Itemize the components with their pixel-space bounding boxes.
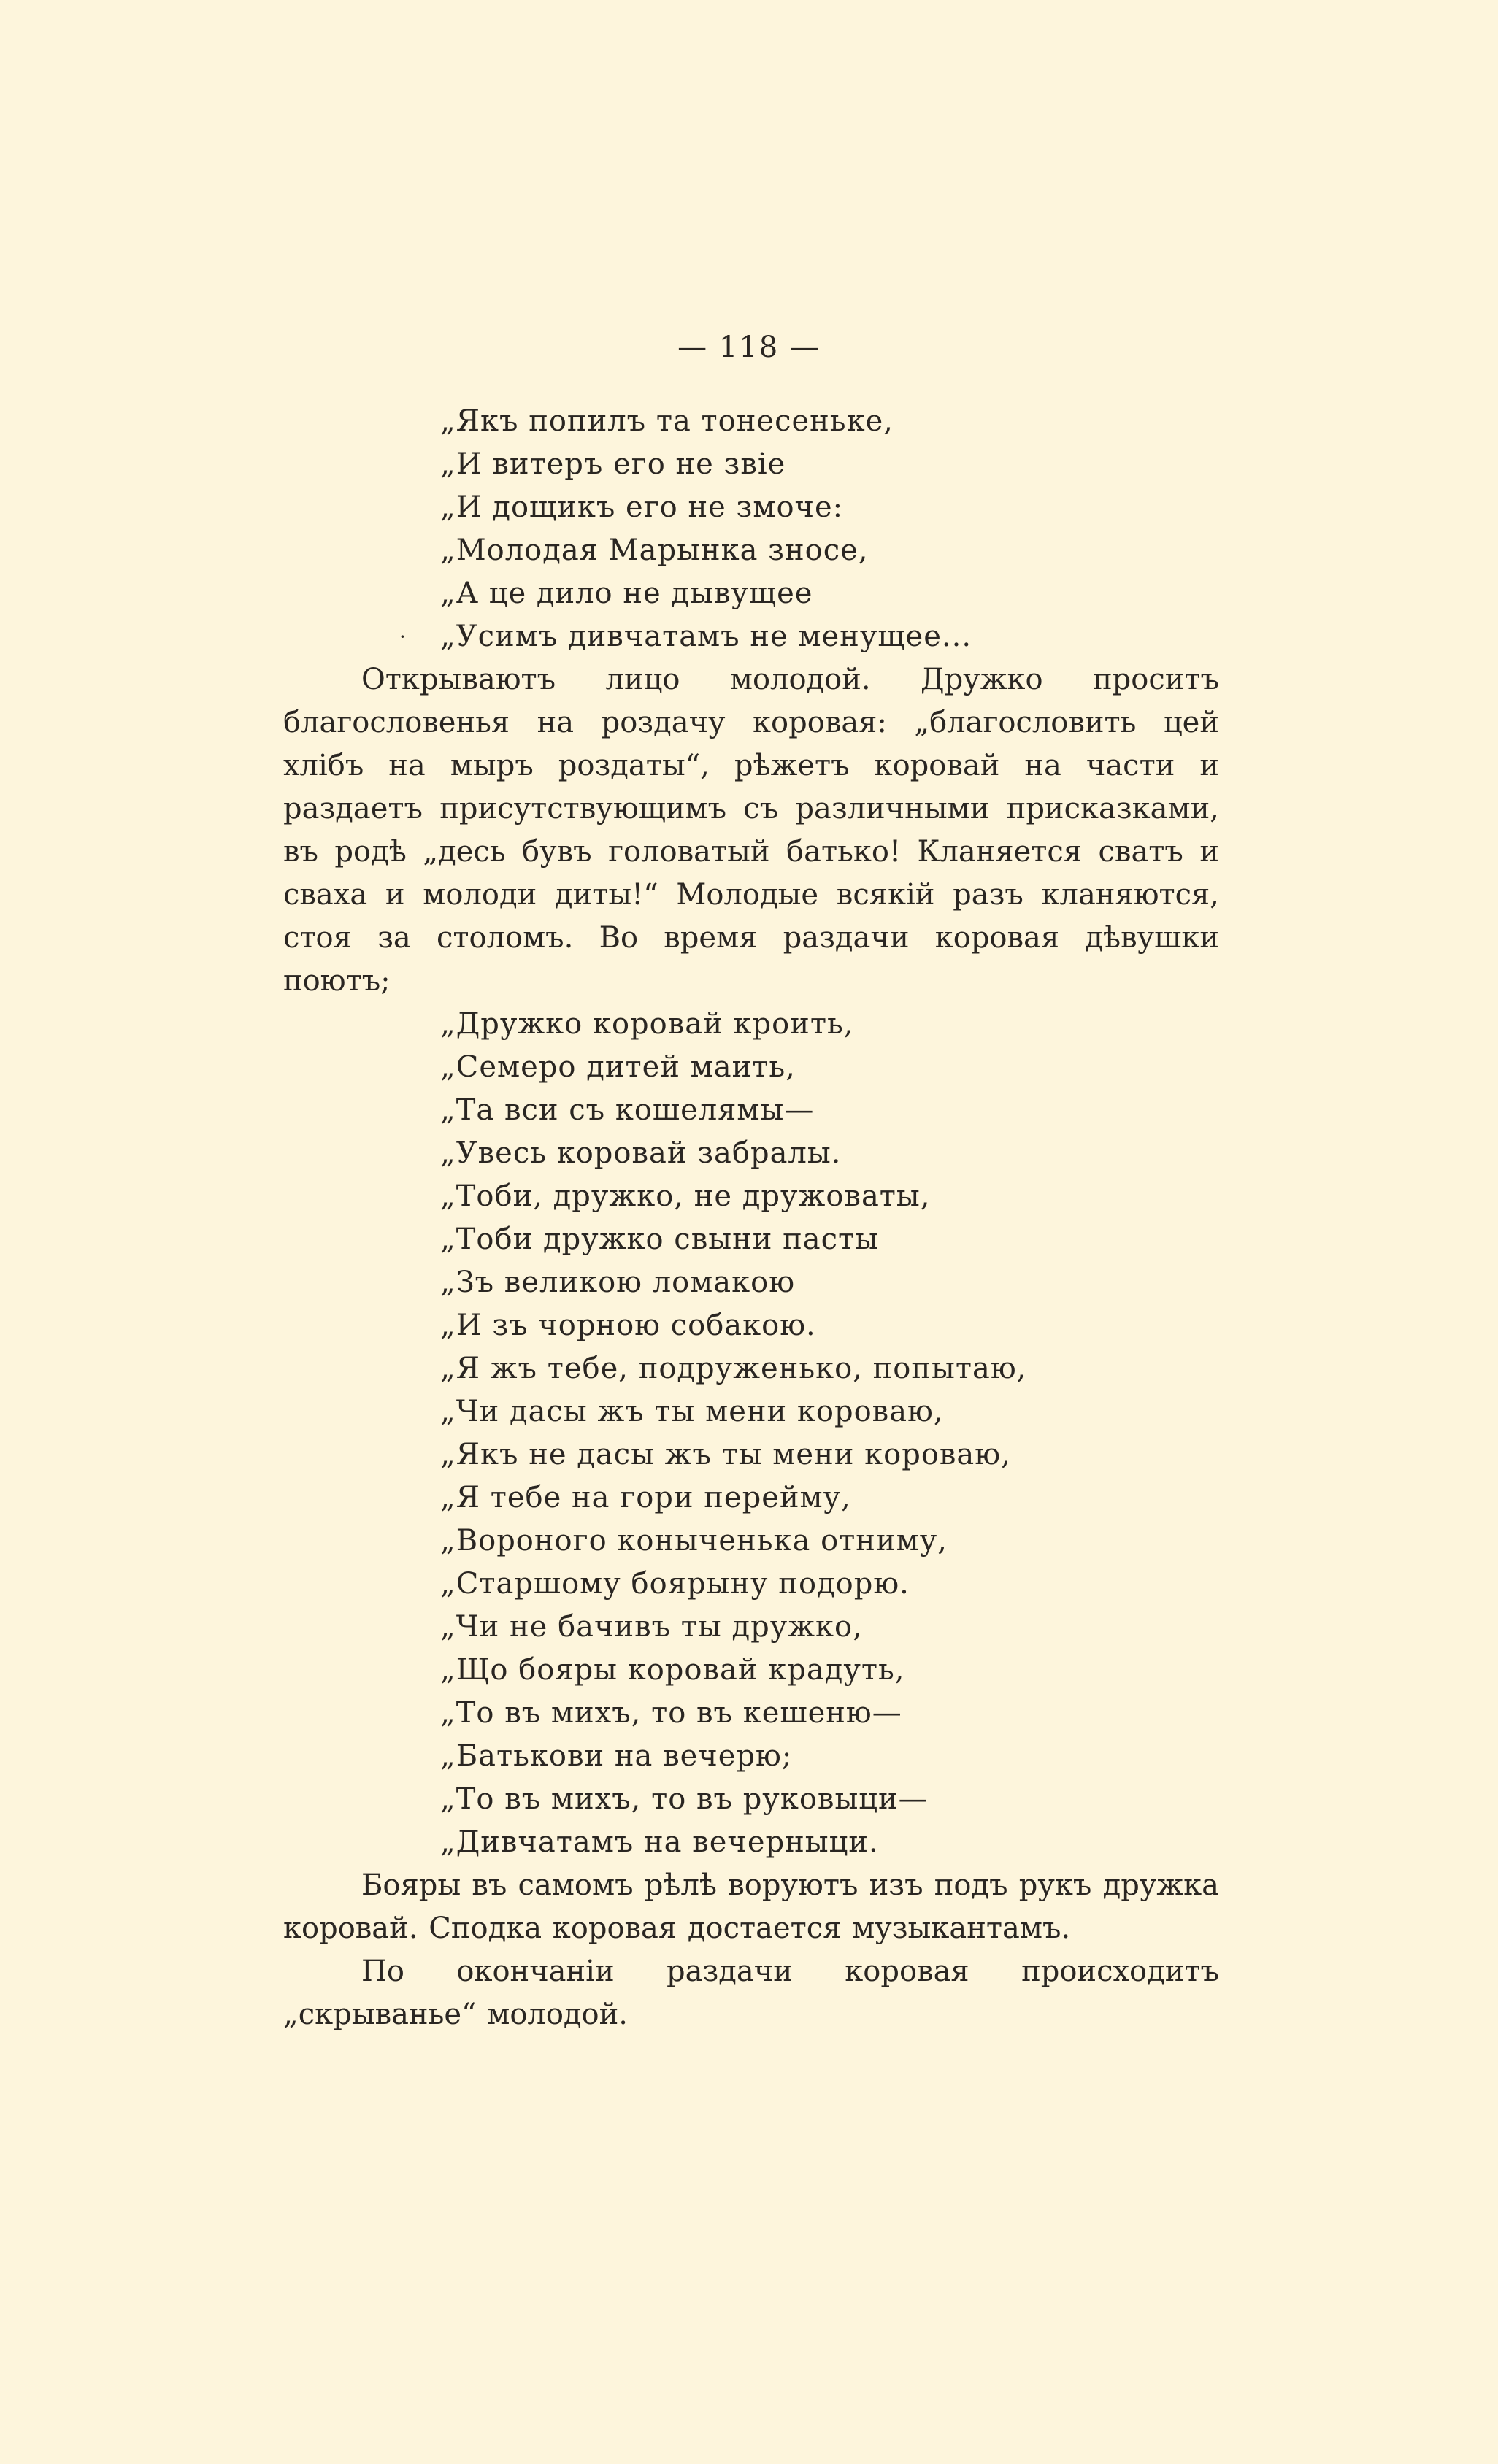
verse-line: „Увесь коровай забралы. [440, 1136, 842, 1170]
verse-line: „Старшому боярыну подорю. [440, 1567, 910, 1601]
verse-line: „Дивчатамъ на вечерныци. [440, 1825, 879, 1859]
verse-line: „Я тебе на гори перейму, [440, 1481, 851, 1514]
verse-line: „И зъ чорною собакою. [440, 1309, 816, 1342]
page-text [283, 400, 1219, 2036]
paragraph: Открываютъ лицо молодой. Дружко проситъ благословенья на роздачу коровая: „благословить цей хлібъ на мыръ роздаты“, рѣжетъ коровай на части и раздаетъ присутствующимъ съ различными присказками, въ родѣ „десь бувъ головатый батько! Кланяется сватъ и сваха и молоди диты!“ Молодые всякій разъ кланяются, стоя за столомъ. Во время раздачи коровая дѣвушки поютъ; [283, 663, 1219, 998]
verse-line: „А це дило не дывущее [440, 577, 813, 610]
verse-line: „Що бояры коровай крадуть, [440, 1653, 905, 1687]
verse-line: „То въ михъ, то въ руковыци— [440, 1782, 929, 1816]
verse-line: „Зъ великою ломакою [440, 1266, 796, 1299]
verse-line: „Семеро дитей маить, [440, 1050, 796, 1084]
verse-line: „Якъ попилъ та тонесеньке, [440, 404, 894, 438]
verse-line-marked [399, 615, 1219, 658]
verse-line: „Чи дасы жъ ты мени короваю, [440, 1395, 944, 1428]
paragraph: Бояры въ самомъ рѣлѣ воруютъ изъ подъ рукъ дружка коровай. Сподка коровая достается музыкантамъ. [283, 1868, 1219, 1945]
verse-line: „Якъ не дасы жъ ты мени короваю, [440, 1438, 1011, 1471]
verse-line: „Дружко коровай кроить, [440, 1007, 854, 1041]
verse-line: „То въ михъ, то въ кешеню— [440, 1696, 902, 1730]
verse-line: „Чи не бачивъ ты дружко, [440, 1610, 863, 1644]
verse-line: „И витеръ его не звіе [440, 447, 786, 481]
verse-line: „Тоби дружко свыни пасты [440, 1223, 879, 1256]
verse-line: „Усимъ дивчатамъ не менущее... [440, 620, 972, 653]
verse-line: „Молодая Марынка зносе, [440, 534, 869, 567]
verse-block-2 [283, 1003, 1219, 1864]
verse-line: „Батькови на вечерю; [440, 1739, 793, 1773]
verse-line: „И дощикъ его не змоче: [440, 490, 844, 524]
paragraph: По окончаніи раздачи коровая происходитъ „скрыванье“ молодой. [283, 1955, 1219, 2031]
verse-line: „Я жъ тебе, подруженько, попытаю, [440, 1352, 1027, 1385]
verse-line: „Вороного коныченька отниму, [440, 1524, 948, 1558]
verse-line: „Та вси съ кошелямы— [440, 1093, 815, 1127]
verse-line: „Тоби, дружко, не дружоваты, [440, 1179, 931, 1213]
page-number: — 118 — [677, 331, 821, 364]
margin-mark: · [399, 625, 407, 649]
verse-block-1 [283, 400, 1219, 658]
